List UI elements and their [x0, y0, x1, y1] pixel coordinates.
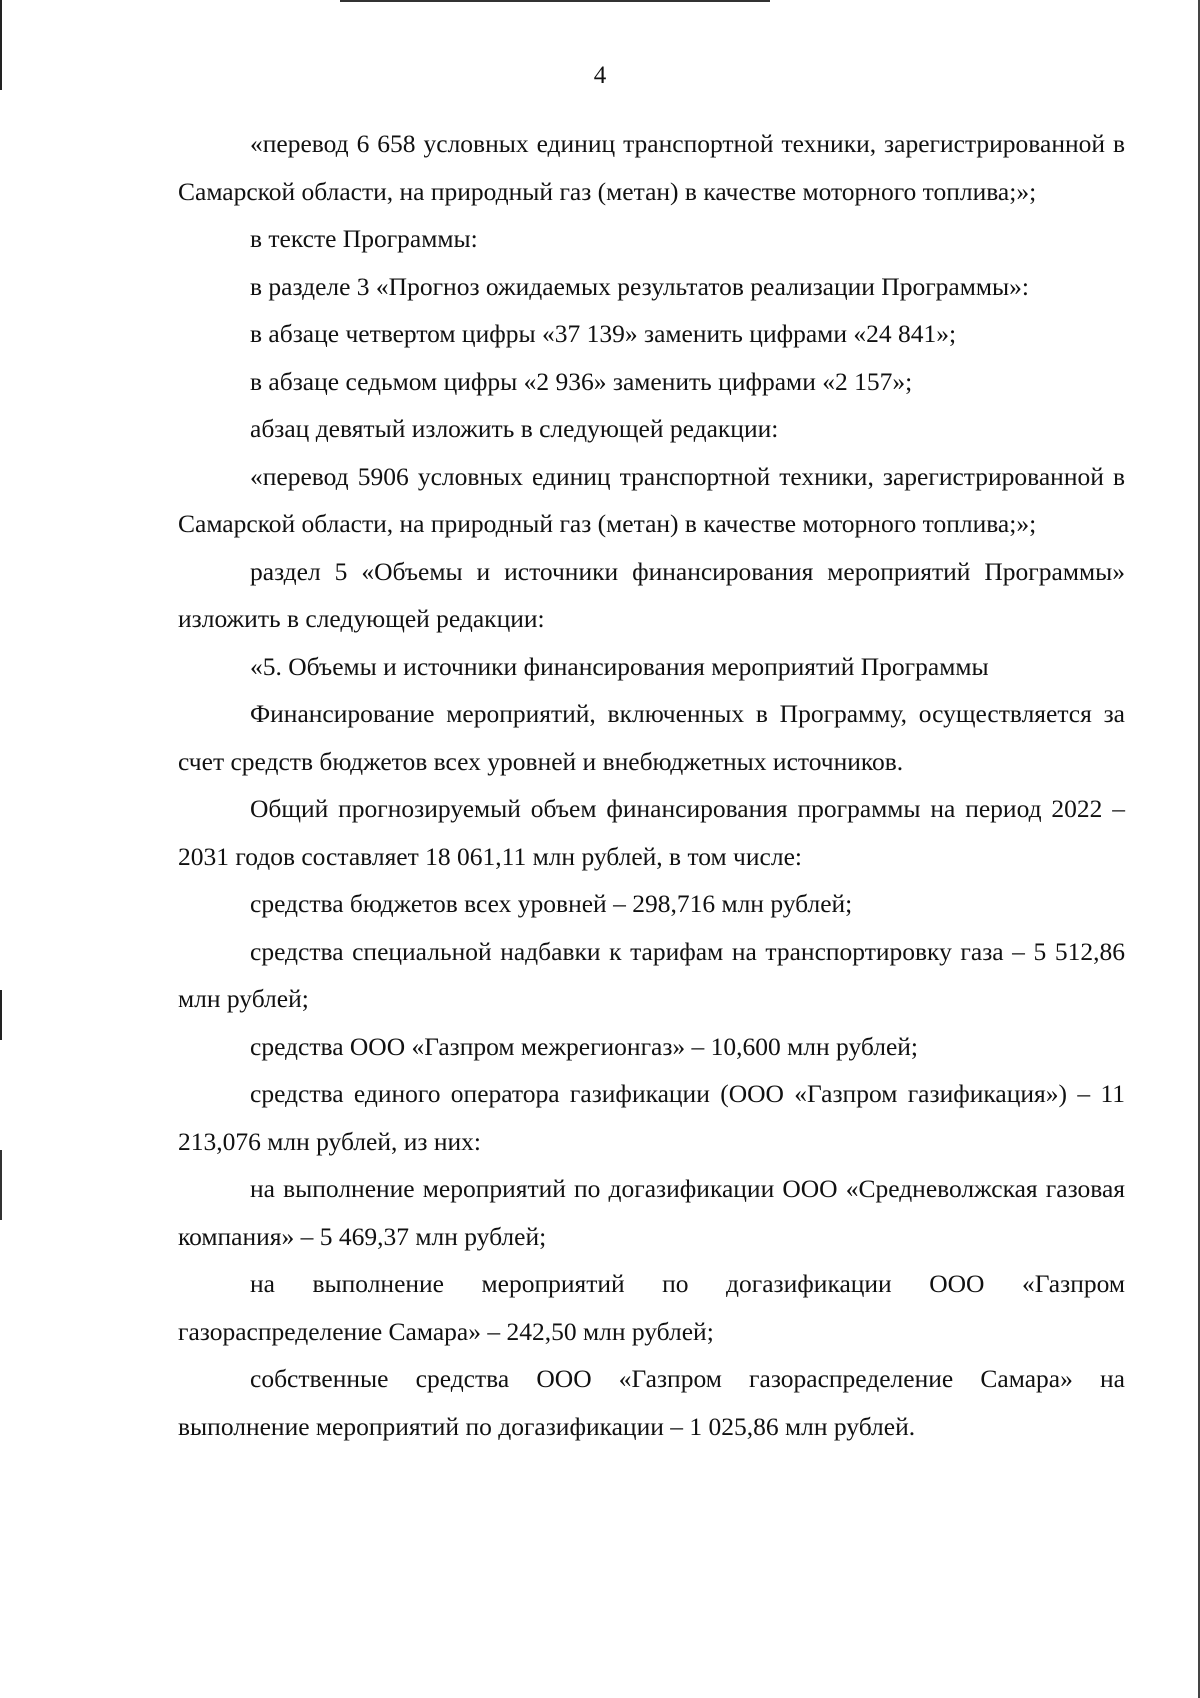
paragraph-mezhregiongaz: средства ООО «Газпром межрегионгаз» – 10,600 млн рублей;	[250, 1031, 918, 1061]
paragraph-own-funds: собственные средства ООО «Газпром газораспределение Самара» на выполнение мероприятий по догазификации – 1 025,86 млн рублей.	[178, 1364, 1125, 1441]
paragraph-section-3: в разделе 3 «Прогноз ожидаемых результатов реализации Программы»:	[250, 271, 1029, 301]
paragraph-total-financing: Общий прогнозируемый объем финансирования программы на период 2022 – 2031 годов составляет 18 061,11 млн рублей, в том числе:	[178, 794, 1125, 871]
paragraph-quote-conversion-5906: «перевод 5906 условных единиц транспортной техники, зарегистрированной в Самарской области, на природный газ (метан) в качестве моторного топлива;»;	[178, 461, 1125, 538]
scan-edge-top	[340, 0, 770, 2]
scan-edge-left-mark-lower	[0, 1150, 2, 1220]
paragraph-srednevolzhskaya: на выполнение мероприятий по догазификации ООО «Средневолжская газовая компания» – 5 469,37 млн рублей;	[178, 1174, 1125, 1251]
paragraph-quote-conversion-6658: «перевод 6 658 условных единиц транспортной техники, зарегистрированной в Самарской области, на природный газ (метан) в качестве моторного топлива;»;	[178, 129, 1125, 206]
paragraph-section-5: раздел 5 «Объемы и источники финансирования мероприятий Программы» изложить в следующей редакции:	[178, 556, 1125, 633]
paragraph-financing-sources: Финансирование мероприятий, включенных в Программу, осуществляется за счет средств бюджетов всех уровней и внебюджетных источников.	[178, 699, 1125, 776]
paragraph-ninth-abzac: абзац девятый изложить в следующей редакции:	[250, 414, 779, 443]
section-heading-financing: «5. Объемы и источники финансирования мероприятий Программы	[250, 651, 989, 681]
document-body	[178, 120, 1125, 1450]
page-number: 4	[593, 62, 607, 89]
paragraph-special-surcharge: средства специальной надбавки к тарифам на транспортировку газа – 5 512,86 млн рублей;	[178, 936, 1125, 1013]
scan-edge-left-mark	[0, 990, 2, 1040]
paragraph-seventh-abzac: в абзаце седьмом цифры «2 936» заменить цифрами «2 157»;	[250, 366, 913, 396]
paragraph-budget-funds: средства бюджетов всех уровней – 298,716 млн рублей;	[250, 889, 853, 918]
paragraph-fourth-abzac: в абзаце четвертом цифры «37 139» заменить цифрами «24 841»;	[250, 319, 957, 348]
paragraph-gazoraspredelenie: на выполнение мероприятий по догазификации ООО «Газпром газораспределение Самара» – 242,50 млн рублей;	[178, 1269, 1125, 1346]
paragraph-single-operator: средства единого оператора газификации (ООО «Газпром газификация») – 11 213,076 млн рублей, из них:	[178, 1079, 1125, 1156]
paragraph-program-text: в тексте Программы:	[250, 224, 478, 253]
